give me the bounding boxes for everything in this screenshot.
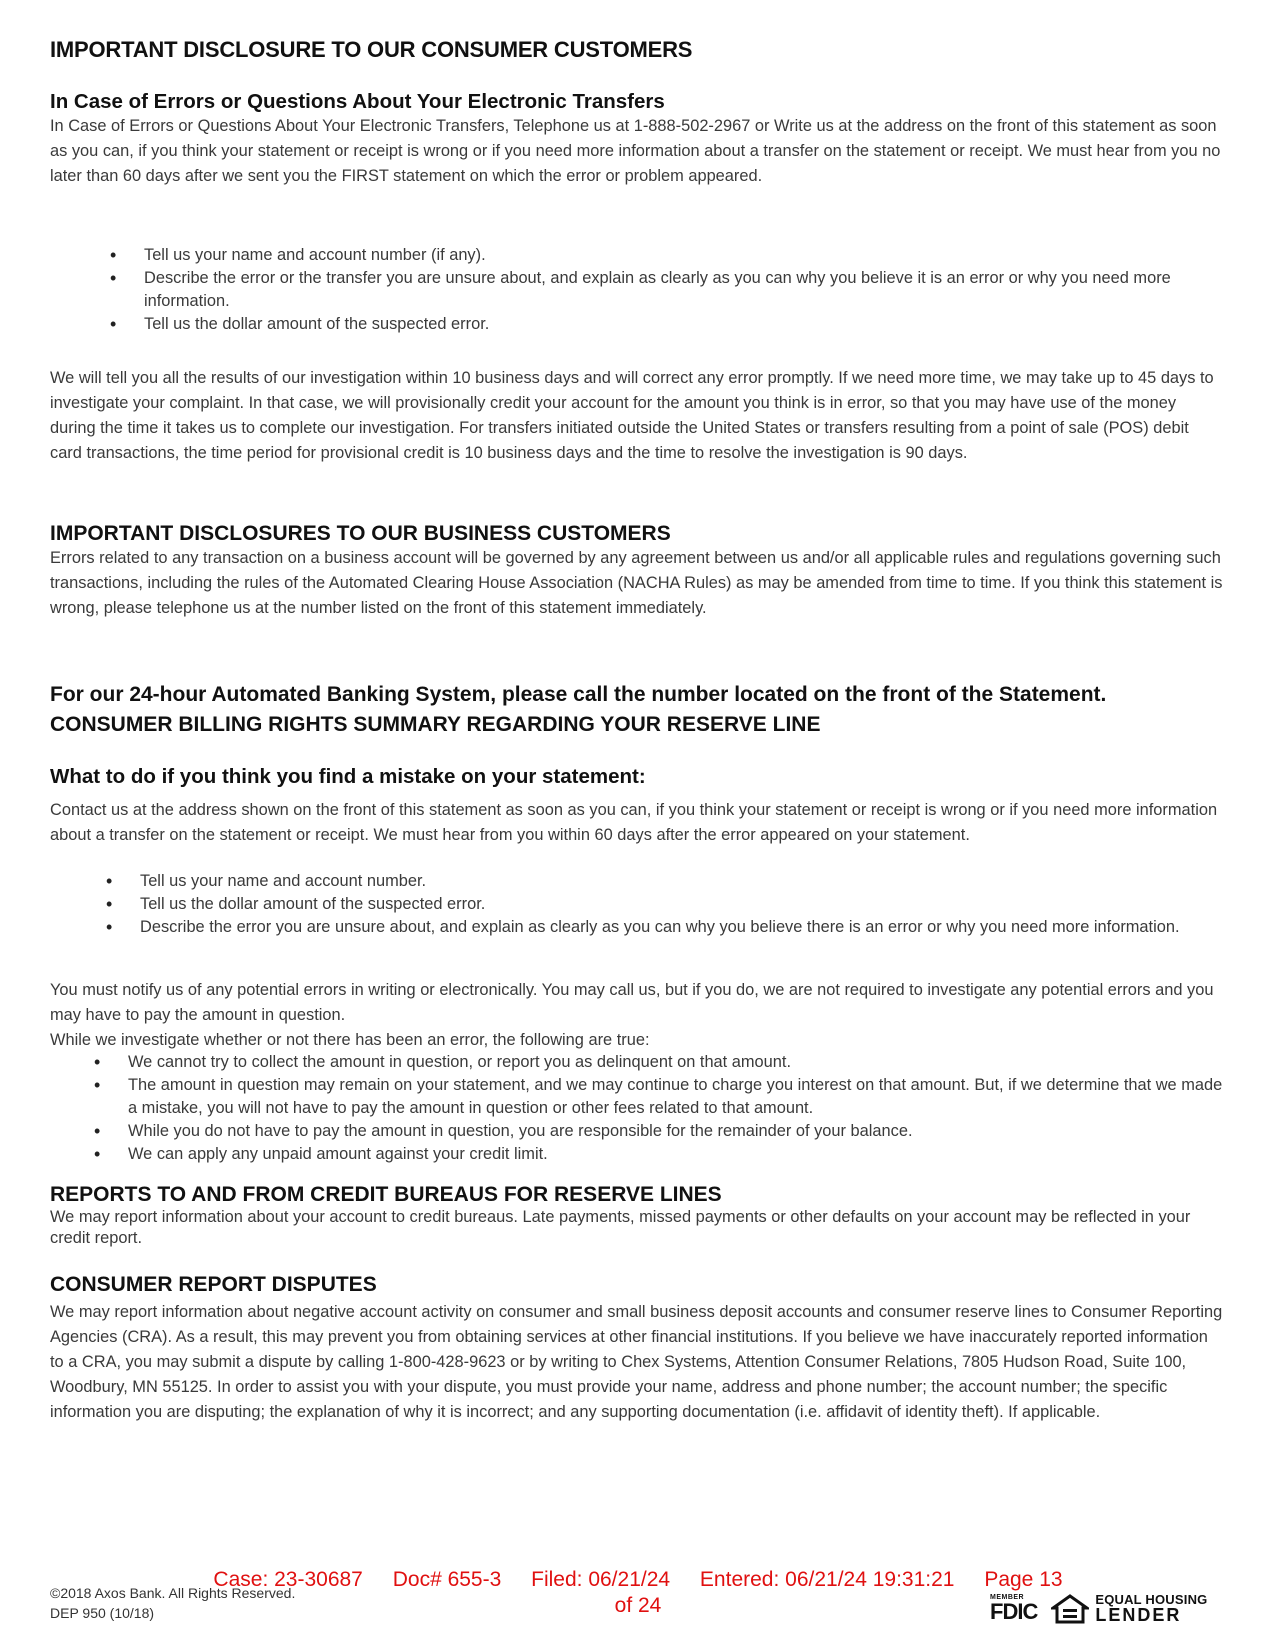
electronic-transfers-section <box>50 90 1225 189</box>
entered-date: Entered: 06/21/24 19:31:21 <box>699 1568 955 1591</box>
fdic-label: FDIC <box>990 1599 1038 1624</box>
footer-logos <box>990 1593 1207 1624</box>
list-item: • Describe the error you are unsure about, and explain as clearly as you can why you believe there is an error or why you need more information. <box>140 916 1225 939</box>
equal-housing-text: EQUAL HOUSING <box>1095 1592 1208 1607</box>
lender-text: LENDER <box>1095 1605 1182 1625</box>
billing-rights-heading: CONSUMER BILLING RIGHTS SUMMARY REGARDING YOUR RESERVE LINE <box>50 713 821 736</box>
electronic-transfers-intro: In Case of Errors or Questions About Your Electronic Transfers, Telephone us at 1-888-502-2967 or Write us at the address on the front of this statement as soon as you can, if you think your statement or receipt is wrong or if you need more information about a transfer on the statement or receipt. We must hear from you no later than 60 days after we sent you the FIRST statement on which the error or problem appeared. <box>50 117 1221 185</box>
investigation-true-bullets <box>128 1051 1225 1166</box>
consumer-disputes-heading: CONSUMER REPORT DISPUTES <box>50 1273 377 1296</box>
list-item: • We cannot try to collect the amount in question, or report you as delinquent on that amount. <box>128 1051 1225 1074</box>
list-item: • Tell us the dollar amount of the suspected error. <box>144 313 1224 336</box>
electronic-transfers-heading: In Case of Errors or Questions About Your Electronic Transfers <box>50 90 665 113</box>
consumer-disputes-text: We may report information about negative account activity on consumer and small business deposit accounts and consumer reserve lines to Consumer Reporting Agencies (CRA). As a result, this may prevent you from obtaining services at other financial institutions. If you believe we have inaccurately reported information to a CRA, you may submit a dispute by calling 1-800-428-9623 or by writing to Chex Systems, Attention Consumer Relations, 7805 Hudson Road, Suite 100, Woodbury, MN 55125. In order to assist you with your dispute, you must provide your name, address and phone number; the account number; the specific information you are disputing; the explanation of why it is incorrect; and any supporting documentation (i.e. affidavit of identity theft). If applicable. <box>50 1303 1223 1421</box>
house-icon <box>1051 1594 1089 1624</box>
electronic-bullets <box>144 244 1224 336</box>
equal-housing-logo <box>1051 1593 1207 1624</box>
notify-section <box>50 978 1225 1053</box>
list-item: • We can apply any unpaid amount against your credit limit. <box>128 1143 1225 1166</box>
doc-number: Doc# 655-3 <box>392 1568 502 1591</box>
credit-bureaus-heading: REPORTS TO AND FROM CREDIT BUREAUS FOR RESERVE LINES <box>50 1183 722 1206</box>
mistake-intro: Contact us at the address shown on the front of this statement as soon as you can, if you think your statement or receipt is wrong or if you need more information about a transfer on the statement or receipt. We must hear from you within 60 days after the error appeared on your statement. <box>50 801 1218 844</box>
page-number: Page 13 <box>984 1568 1063 1591</box>
business-section <box>50 522 1225 621</box>
list-item: • The amount in question may remain on your statement, and we may continue to charge you interest on that amount. But, if we determine that we made a mistake, you will not have to pay the amount in question or other fees related to that amount. <box>128 1074 1225 1120</box>
court-filing-stamp <box>148 1567 1128 1619</box>
page-total: of 24 <box>614 1594 662 1617</box>
page-title: IMPORTANT DISCLOSURE TO OUR CONSUMER CUSTOMERS <box>50 37 693 62</box>
business-text: Errors related to any transaction on a business account will be governed by any agreement between us and/or all applicable rules and regulations governing such transactions, including the rules of the Automated Clearing House Association (NACHA Rules) as may be amended from time to time. If you think this statement is wrong, please telephone us at the number listed on the front of this statement immediately. <box>50 549 1223 617</box>
fdic-member-label: MEMBER <box>990 1594 1025 1601</box>
credit-bureaus-text: We may report information about your account to credit bureaus. Late payments, missed payments or other defaults on your account may be reflected in your credit report. <box>50 1208 1191 1247</box>
list-item: • Tell us your name and account number (if any). <box>144 244 1224 267</box>
form-number: DEP 950 (10/18) <box>50 1605 155 1621</box>
filed-date: Filed: 06/21/24 <box>531 1568 671 1591</box>
business-heading: IMPORTANT DISCLOSURES TO OUR BUSINESS CUSTOMERS <box>50 522 671 545</box>
credit-bureaus-section <box>50 1183 1225 1249</box>
investigation-section <box>50 366 1225 466</box>
mistake-bullets <box>140 870 1225 939</box>
case-number: Case: 23-30687 <box>213 1568 363 1591</box>
investigation-text: We will tell you all the results of our investigation within 10 business days and will correct any error promptly. If we need more time, we may take up to 45 days to investigate your complaint. In that case, we will provisionally credit your account for the amount you think is in error, so that you may have use of the money during the time it takes us to complete our investigation. For transfers initiated outside the United States or transfers resulting from a point of sale (POS) debit card transactions, the time period for provisional credit is 10 business days and the time to resolve the investigation is 90 days. <box>50 369 1214 462</box>
mistake-section <box>50 762 1225 848</box>
copyright-text: ©2018 Axos Bank. All Rights Reserved. <box>50 1585 296 1601</box>
list-item: • Tell us the dollar amount of the suspected error. <box>140 893 1225 916</box>
list-item: • Describe the error or the transfer you are unsure about, and explain as clearly as you can why you believe it is an error or why you need more information. <box>144 267 1224 313</box>
automated-banking-line: For our 24-hour Automated Banking System, please call the number located on the front of the Statement. <box>50 683 1107 706</box>
notify-text: You must notify us of any potential errors in writing or electronically. You may call us, but if you do, we are not required to investigate any potential errors and you may have to pay the amount in question. <box>50 981 1214 1024</box>
consumer-disputes-section <box>50 1270 1225 1425</box>
list-item: • While you do not have to pay the amount in question, you are responsible for the remainder of your balance. <box>128 1120 1225 1143</box>
list-item: • Tell us your name and account number. <box>140 870 1225 893</box>
fdic-logo <box>990 1594 1037 1623</box>
automated-banking-section <box>50 680 1225 740</box>
while-text: While we investigate whether or not there has been an error, the following are true: <box>50 1031 650 1049</box>
mistake-heading: What to do if you think you find a mistake on your statement: <box>50 765 646 788</box>
